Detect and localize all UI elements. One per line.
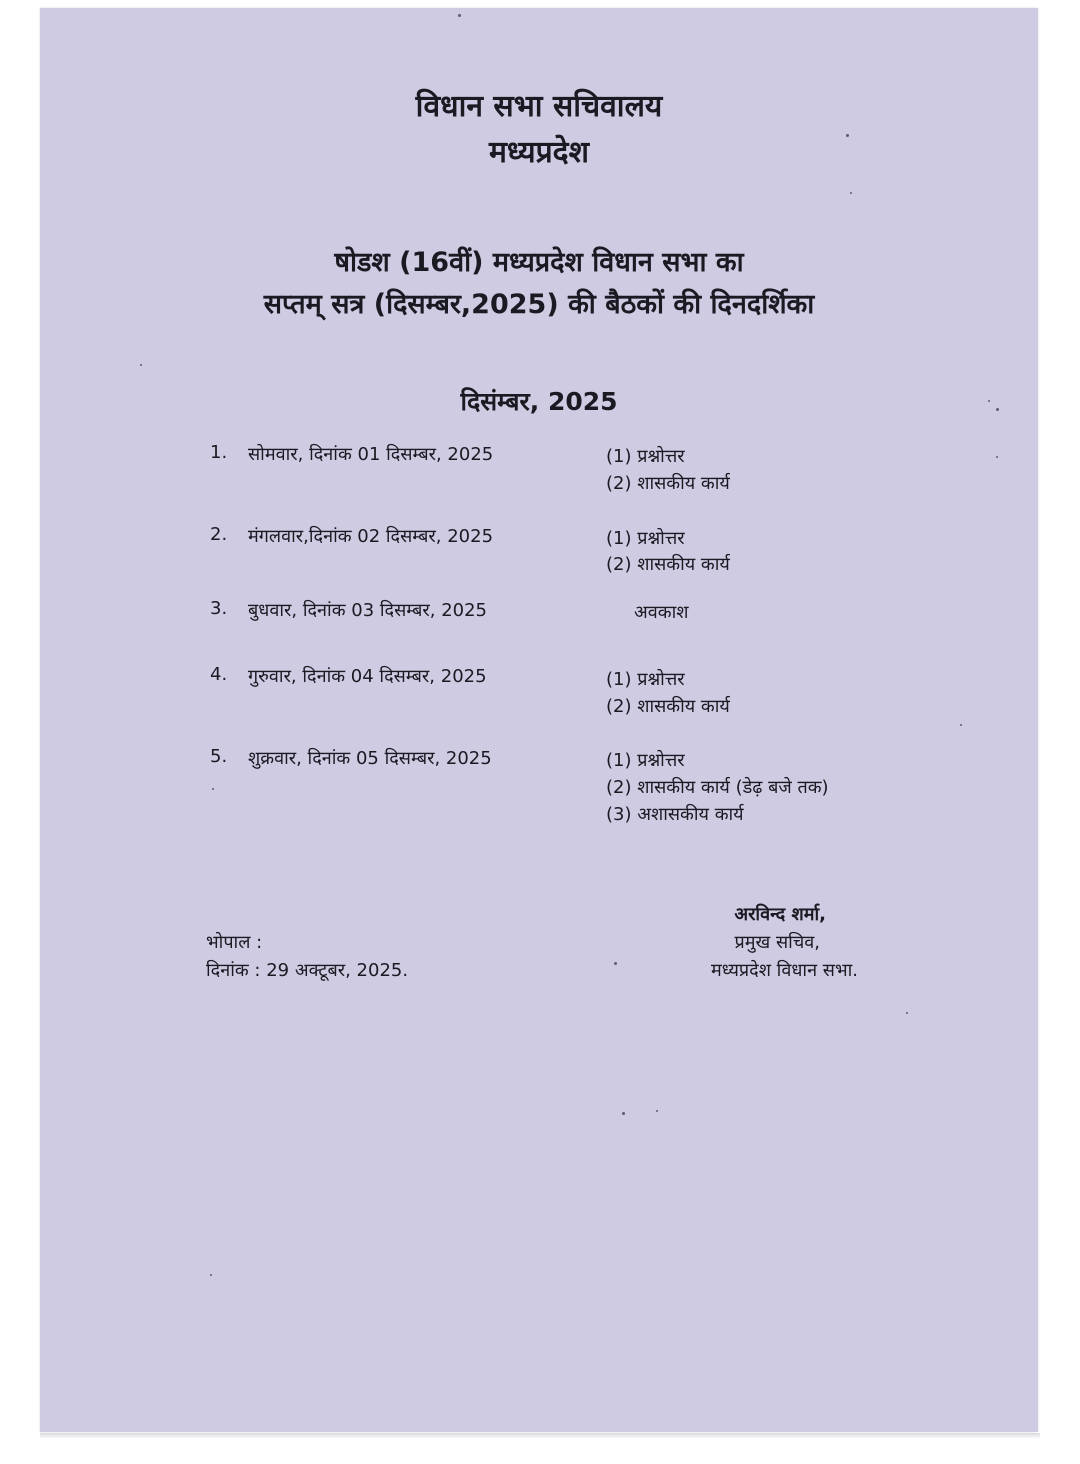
scan-speck	[906, 1012, 908, 1014]
row-number: 1.	[210, 442, 228, 463]
scan-speck	[960, 724, 962, 726]
month-heading: दिसंम्बर, 2025	[460, 387, 618, 416]
signatory-office: मध्यप्रदेश विधान सभा.	[710, 960, 858, 981]
row-item: (1) प्रश्नोत्तर	[606, 750, 685, 771]
row-date: शुक्रवार, दिनांक 05 दिसम्बर, 2025	[248, 748, 492, 769]
row-number: 4.	[210, 664, 228, 685]
issue-date: दिनांक : 29 अक्टूबर, 2025.	[206, 960, 409, 981]
row-item: (1) प्रश्नोत्तर	[606, 446, 685, 467]
scan-speck	[850, 192, 852, 194]
document-page	[40, 8, 1038, 1432]
row-date: बुधवार, दिनांक 03 दिसम्बर, 2025	[248, 600, 487, 621]
row-number: 2.	[210, 524, 228, 545]
row-item: (1) प्रश्नोत्तर	[606, 669, 685, 690]
row-item: (2) शासकीय कार्य	[606, 696, 730, 717]
row-item: (3) अशासकीय कार्य	[606, 804, 744, 825]
org-state: मध्यप्रदेश	[488, 135, 590, 170]
scan-speck	[210, 1274, 212, 1276]
org-name: विधान सभा सचिवालय	[415, 89, 663, 124]
signatory-designation: प्रमुख सचिव,	[734, 932, 820, 953]
scan-speck	[458, 14, 461, 17]
scan-speck	[656, 1110, 658, 1112]
document-title-line1: षोडश (16वीं) मध्यप्रदेश विधान सभा का	[334, 247, 744, 278]
row-item: अवकाश	[634, 602, 689, 623]
row-item: (1) प्रश्नोत्तर	[606, 528, 685, 549]
row-number: 3.	[210, 598, 228, 619]
row-date: मंगलवार,दिनांक 02 दिसम्बर, 2025	[248, 526, 494, 547]
row-date: गुरुवार, दिनांक 04 दिसम्बर, 2025	[248, 666, 487, 687]
row-number: 5.	[210, 746, 228, 767]
document-title-line2: सप्तम् सत्र (दिसम्बर,2025) की बैठकों की दिनदर्शिका	[263, 289, 815, 320]
row-item: (2) शासकीय कार्य	[606, 554, 730, 575]
row-item: (2) शासकीय कार्य	[606, 473, 730, 494]
place-label: भोपाल :	[206, 932, 263, 953]
page-shadow	[40, 1433, 1040, 1439]
row-item: (2) शासकीय कार्य (डेढ़ बजे तक)	[606, 777, 829, 798]
scan-speck	[212, 788, 214, 790]
scan-speck	[140, 364, 142, 366]
signatory-name: अरविन्द शर्मा,	[734, 904, 826, 925]
row-date: सोमवार, दिनांक 01 दिसम्बर, 2025	[248, 444, 494, 465]
scan-speck	[622, 1112, 625, 1115]
scan-speck	[996, 456, 998, 458]
